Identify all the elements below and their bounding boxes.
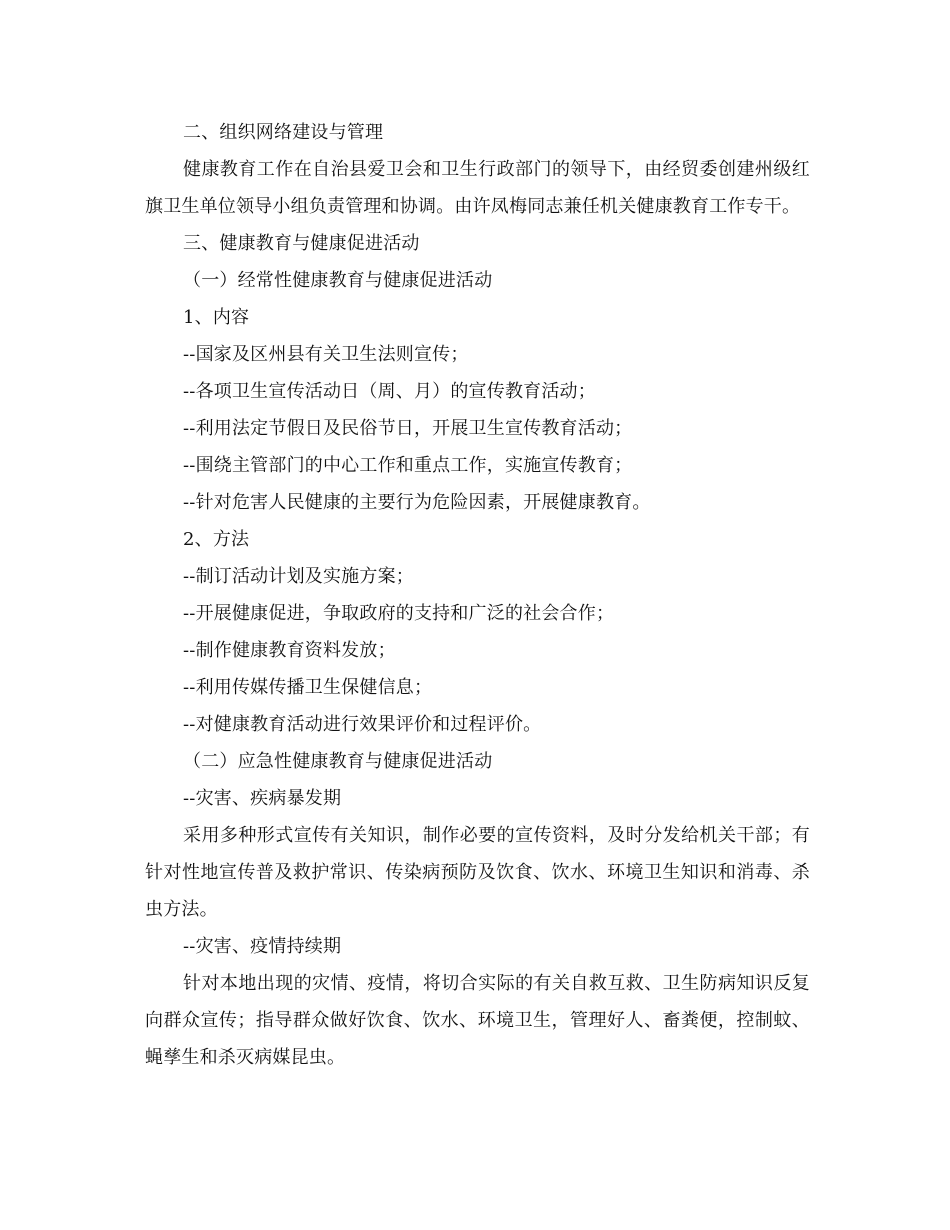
document-body [145,114,810,1076]
list-item: --针对危害人民健康的主要行为危险因素，开展健康教育。 [183,492,651,513]
body-paragraph: 采用多种形式宣传有关知识，制作必要的宣传资料，及时分发给机关干部；有针对性地宣传普及救护常识、传染病预防及饮食、饮水、环境卫生知识和消毒、杀虫方法。 [145,825,810,920]
list-item: --围绕主管部门的中心工作和重点工作，实施宣传教育； [183,455,633,476]
item-heading-content: 1、内容 [183,307,250,328]
list-item: --开展健康促进，争取政府的支持和广泛的社会合作； [183,603,615,624]
section-heading-3: 三、健康教育与健康促进活动 [183,233,420,254]
list-item: --国家及区州县有关卫生法则宣传； [183,344,469,365]
subsection-heading-1: （一）经常性健康教育与健康促进活动 [183,270,493,291]
section-heading-2: 二、组织网络建设与管理 [183,122,384,143]
body-paragraph: 健康教育工作在自治县爱卫会和卫生行政部门的领导下，由经贸委创建州级红旗卫生单位领导小组负责管理和协调。由许凤梅同志兼任机关健康教育工作专干。 [145,159,810,217]
list-item: --灾害、疾病暴发期 [183,788,342,809]
list-item: --利用法定节假日及民俗节日，开展卫生宣传教育活动； [183,418,633,439]
list-item: --对健康教育活动进行效果评价和过程评价。 [183,714,542,735]
list-item: --制作健康教育资料发放； [183,640,396,661]
list-item: --利用传媒传播卫生保健信息； [183,677,433,698]
item-heading-methods: 2、方法 [183,529,250,550]
list-item: --各项卫生宣传活动日（周、月）的宣传教育活动； [183,381,596,402]
list-item: --灾害、疫情持续期 [183,936,342,957]
body-paragraph: 针对本地出现的灾情、疫情，将切合实际的有关自救互救、卫生防病知识反复向群众宣传；指导群众做好饮食、饮水、环境卫生，管理好人、畜粪便，控制蚊、蝇孳生和杀灭病媒昆虫。 [145,973,810,1068]
list-item: --制订活动计划及实施方案； [183,566,414,587]
subsection-heading-2: （二）应急性健康教育与健康促进活动 [183,751,493,772]
